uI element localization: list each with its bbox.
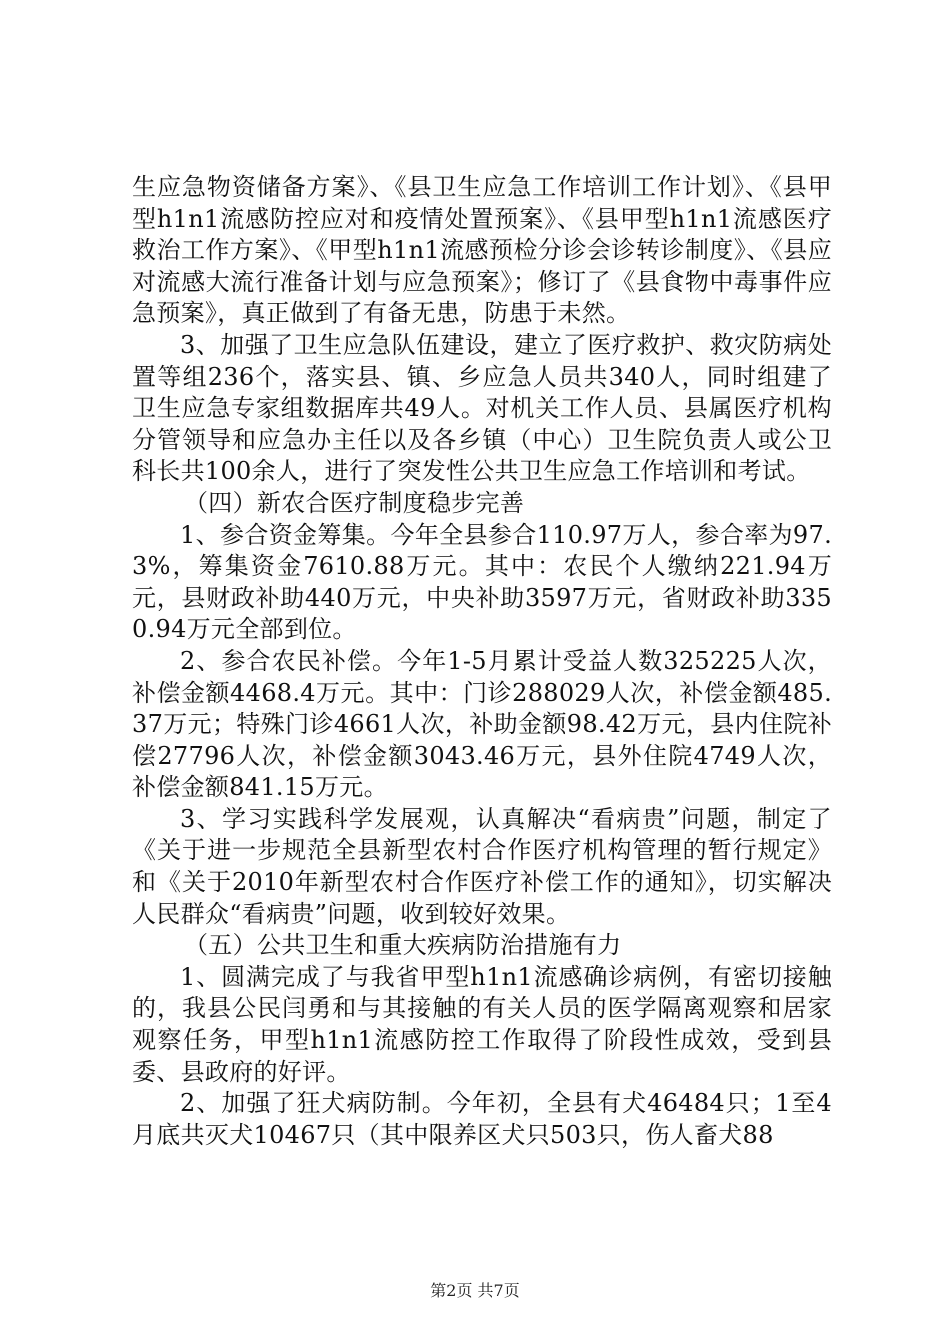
paragraph-fund-raising: 1、参合资金筹集。今年全县参合110.97万人，参合率为97.3%，筹集资金7610.88万元。其中：农民个人缴纳221.94万元，县财政补助440万元，中央补助3597万元，省财政补助3350.94万元全部到位。 <box>132 520 832 644</box>
paragraph-continuation: 生应急物资储备方案》、《县卫生应急工作培训工作计划》、《县甲型h1n1流感防控应对和疫情处置预案》、《县甲型h1n1流感医疗救治工作方案》、《甲型h1n1流感预检分诊会诊转诊制度》、《县应对流感大流行准备计划与应急预案》；修订了《县食物中毒事件应急预案》，真正做到了有备无患，防患于未然。 <box>132 173 832 328</box>
section-heading-4: （四）新农合医疗制度稳步完善 <box>184 488 525 517</box>
section-heading-5: （五）公共卫生和重大疾病防治措施有力 <box>184 931 622 960</box>
page-footer: 第2页 共7页 <box>430 1281 520 1300</box>
paragraph-emergency-team: 3、加强了卫生应急队伍建设，建立了医疗救护、救灾防病处置等组236个，落实县、镇、乡应急人员共340人，同时组建了卫生应急专家组数据库共49人。对机关工作人员、县属医疗机构分管领导和应急办主任以及各乡镇（中心）卫生院负责人或公卫科长共100余人，进行了突发性公共卫生应急工作培训和考试。 <box>132 330 832 486</box>
document-body <box>132 172 832 1151</box>
paragraph-rabies: 2、加强了狂犬病防制。今年初，全县有犬46484只；1至4月底共灭犬10467只（其中限养区犬只503只，伤人畜犬88 <box>132 1089 832 1149</box>
paragraph-cost-issue: 3、学习实践科学发展观，认真解决“看病贵”问题，制定了《关于进一步规范全县新型农村合作医疗机构管理的暂行规定》和《关于2010年新型农村合作医疗补偿工作的通知》，切实解决人民群众“看病贵”问题，收到较好效果。 <box>132 804 832 928</box>
paragraph-compensation: 2、参合农民补偿。今年1-5月累计受益人数325225人次，补偿金额4468.4万元。其中：门诊288029人次，补偿金额485.37万元；特殊门诊4661人次，补助金额98.42万元，县内住院补偿27796人次，补偿金额3043.46万元，县外住院4749人次，补偿金额841.15万元。 <box>132 646 832 802</box>
paragraph-h1n1: 1、圆满完成了与我省甲型h1n1流感确诊病例，有密切接触的，我县公民闫勇和与其接触的有关人员的医学隔离观察和居家观察任务，甲型h1n1流感防控工作取得了阶段性成效，受到县委、县政府的好评。 <box>132 962 832 1086</box>
